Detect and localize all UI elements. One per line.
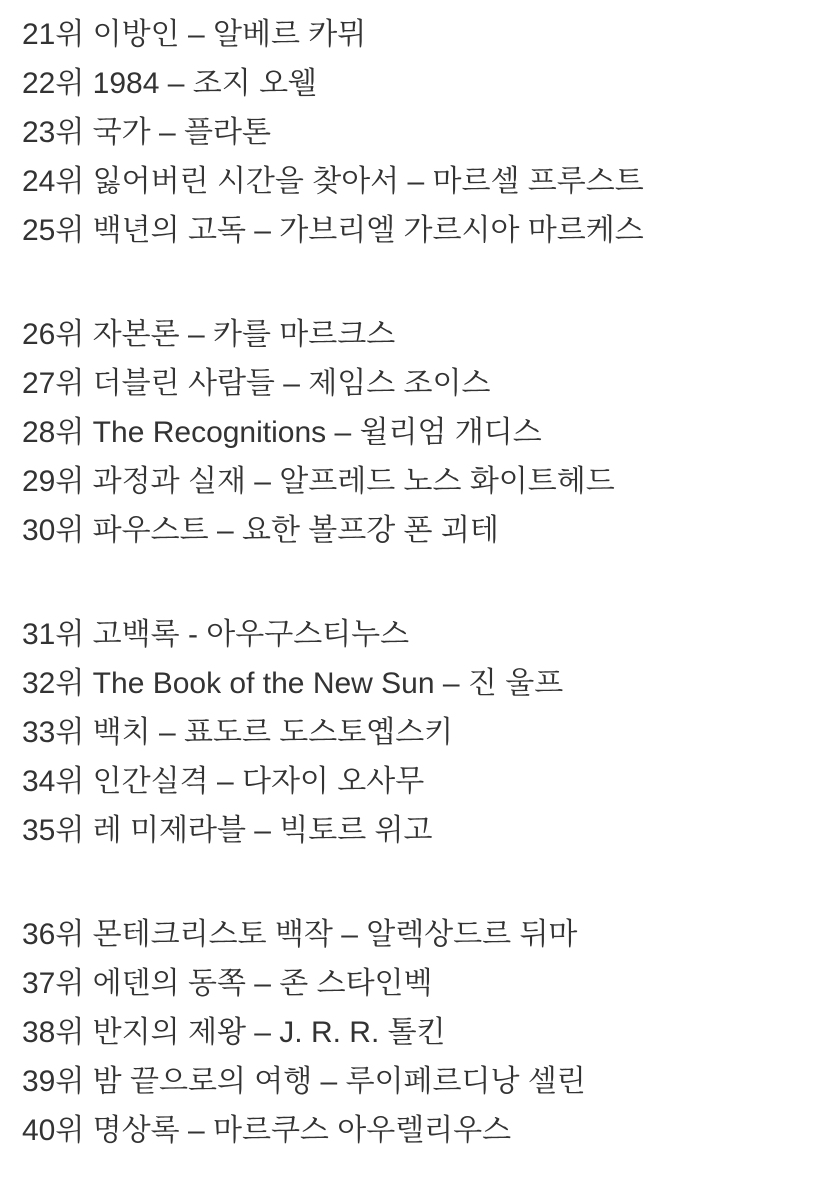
- list-item: 31위 고백록 - 아우구스티누스: [22, 618, 410, 651]
- rank-group-31-35: [22, 610, 806, 855]
- list-item: 26위 자본론 – 카를 마르크스: [22, 318, 396, 351]
- list-item: 27위 더블린 사람들 – 제임스 조이스: [22, 367, 491, 400]
- list-item: 30위 파우스트 – 요한 볼프강 폰 괴테: [22, 514, 499, 547]
- list-item: 24위 잃어버린 시간을 찾아서 – 마르셀 프루스트: [22, 165, 644, 198]
- list-item: 37위 에덴의 동쪽 – 존 스타인벡: [22, 967, 433, 1000]
- list-item: 25위 백년의 고독 – 가브리엘 가르시아 마르케스: [22, 214, 644, 247]
- list-item: 28위 The Recognitions – 윌리엄 개디스: [22, 416, 542, 449]
- list-item: 35위 레 미제라블 – 빅토르 위고: [22, 814, 433, 847]
- list-item: 36위 몬테크리스토 백작 – 알렉상드르 뒤마: [22, 918, 578, 951]
- list-item: 23위 국가 – 플라톤: [22, 116, 271, 149]
- list-item: 22위 1984 – 조지 오웰: [22, 67, 318, 100]
- list-item: 34위 인간실격 – 다자이 오사무: [22, 765, 425, 798]
- rank-group-21-25: [22, 10, 806, 255]
- list-item: 33위 백치 – 표도르 도스토옙스키: [22, 716, 454, 749]
- list-item: 38위 반지의 제왕 – J. R. R. 톨킨: [22, 1016, 446, 1049]
- list-item: 29위 과정과 실재 – 알프레드 노스 화이트헤드: [22, 465, 615, 498]
- list-item: 21위 이방인 – 알베르 카뮈: [22, 18, 367, 51]
- list-item: 39위 밤 끝으로의 여행 – 루이페르디낭 셀린: [22, 1065, 586, 1098]
- list-item: 32위 The Book of the New Sun – 진 울프: [22, 667, 564, 700]
- rank-group-36-40: [22, 910, 806, 1155]
- list-item: 40위 명상록 – 마르쿠스 아우렐리우스: [22, 1114, 512, 1147]
- rank-group-26-30: [22, 310, 806, 555]
